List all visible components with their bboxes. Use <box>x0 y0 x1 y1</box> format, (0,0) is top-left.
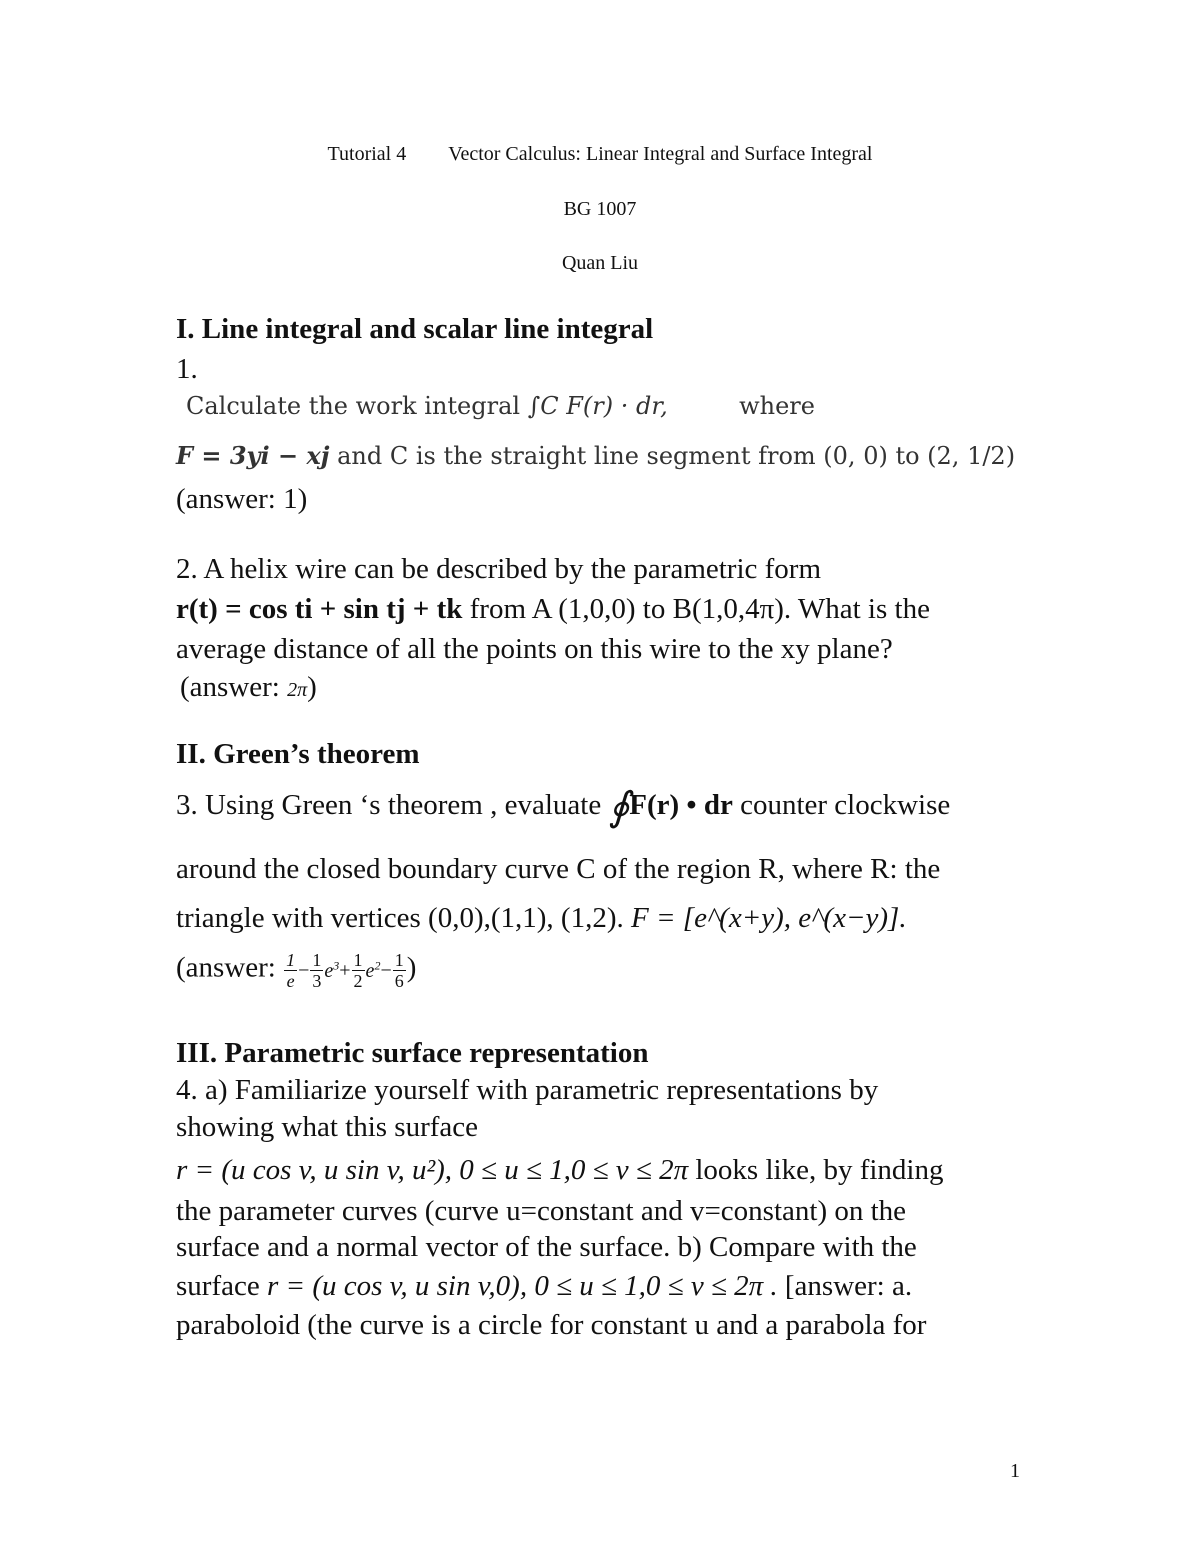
course-code: BG 1007 <box>563 198 637 220</box>
q1-text: Calculate the work integral <box>186 392 521 420</box>
question4-line6: surface r = (u cos v, u sin v,0), 0 ≤ u ≤ 1,0 ≤ v ≤ 2π . [answer: a. <box>176 1270 913 1302</box>
question1-answer: (answer: 1) <box>176 483 308 515</box>
q2-endpoints: from A (1,0,0) to B(1,0,4π). What is the <box>469 593 930 625</box>
q1-curve-definition: and C is the straight line segment from (0, 0) to (2, 1/2) <box>337 442 1016 470</box>
q3-answer-fraction: $\frac{1}{e}$ <box>286 949 296 991</box>
q4-plane-equation: r = (u cos v, u sin v,0), 0 ≤ u ≤ 1,0 ≤ v ≤ 2π . <box>266 1270 778 1302</box>
question4-line1: 4. a) Familiarize yourself with parametric representations by <box>176 1074 879 1106</box>
tutorial-topic: Vector Calculus: Linear Integral and Surface Integral <box>448 143 873 165</box>
section3-heading: III. Parametric surface representation <box>176 1037 649 1069</box>
q2-answer-value: 2π <box>287 679 308 701</box>
author-name: Quan Liu <box>561 252 639 274</box>
question1-number: 1. <box>176 353 198 385</box>
question4-line2: showing what this surface <box>176 1111 479 1143</box>
question2-line3: average distance of all the points on this wire to the xy plane? <box>176 633 893 665</box>
q3-triangle: triangle with vertices (0,0),(1,1), (1,2). <box>176 902 624 934</box>
question1-line2 <box>176 441 1056 470</box>
q1-field-definition: F = 3yi − xj <box>176 441 330 470</box>
q1-work-integral: ∫C F(r) · dr, <box>527 392 668 420</box>
closed-integral-icon: ∮ <box>608 784 630 829</box>
q4-surface-equation: r = (u cos v, u sin v, u²), 0 ≤ u ≤ 1,0 ≤ v ≤ 2π <box>176 1154 689 1186</box>
question2-answer: (answer: 2π) <box>180 671 317 703</box>
question2-line1: 2. A helix wire can be described by the parametric form <box>176 553 822 585</box>
question4-line7: paraboloid (the curve is a circle for constant u and a parabola for <box>176 1309 927 1341</box>
question1-line1 <box>186 392 1046 420</box>
tutorial-title <box>0 143 1200 166</box>
q1-where: where <box>739 392 815 420</box>
tutorial-number: Tutorial 4 <box>327 143 407 165</box>
page-number: 1 <box>1010 1460 1020 1482</box>
question2-line2 <box>176 590 1036 628</box>
question4-line3: r = (u cos v, u sin v, u²), 0 ≤ u ≤ 1,0 ≤ v ≤ 2π looks like, by finding <box>176 1154 944 1186</box>
question3-answer: (answer: $\frac{1}{e}$ − $\frac{1}{3}$ $e^3+$ $\frac{1}{2}$ $e^2-$ $\frac{1}{6}$ ) <box>176 949 417 991</box>
question3-line2: around the closed boundary curve C of the region R, where R: the <box>176 853 941 885</box>
q3-field: F = [e^(x+y), e^(x−y)]. <box>631 902 907 934</box>
question3-line1: 3. Using Green ‘s theorem , evaluate ∮F(r) • dr counter clockwise <box>176 784 951 829</box>
q2-helix-equation: r(t) = cos ti + sin tj + tk <box>176 593 463 625</box>
section2-heading: II. Green’s theorem <box>176 738 420 770</box>
q3-integrand: F(r) • dr <box>629 789 733 821</box>
section1-heading: I. Line integral and scalar line integral <box>176 313 654 345</box>
question3-line3 <box>176 899 1036 937</box>
question4-line4: the parameter curves (curve u=constant and v=constant) on the <box>176 1195 907 1227</box>
question4-line5: surface and a normal vector of the surface. b) Compare with the <box>176 1231 917 1263</box>
